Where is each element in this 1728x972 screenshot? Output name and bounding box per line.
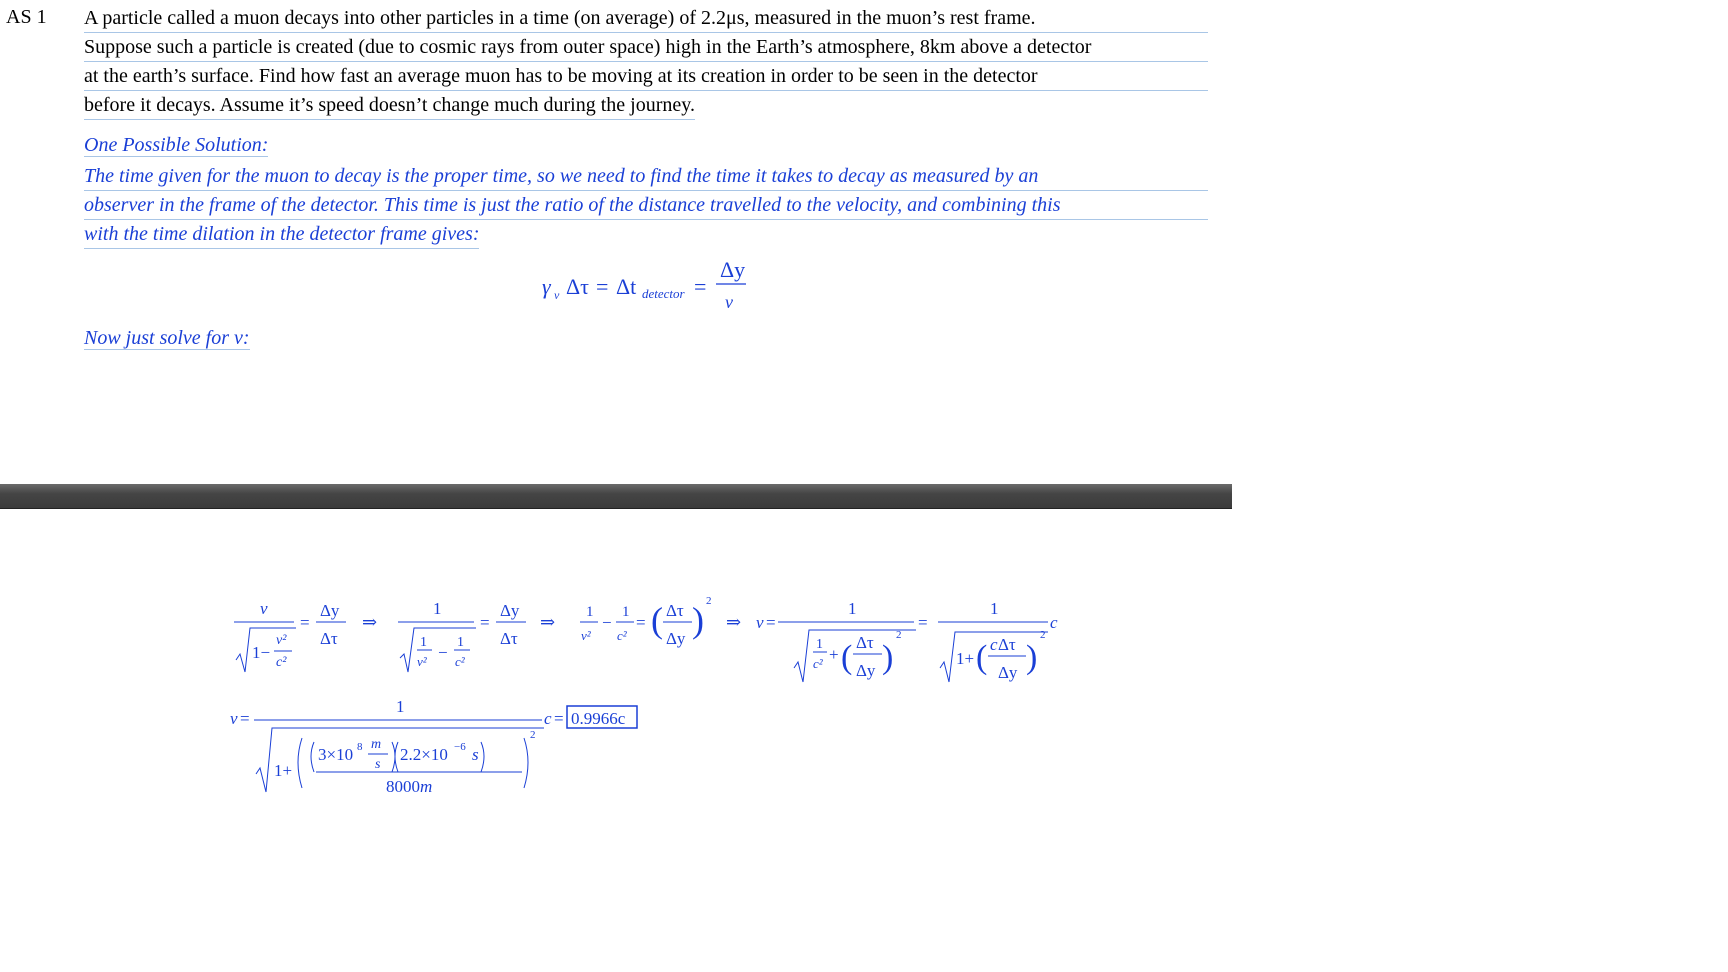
svg-text:v: v: [260, 599, 268, 618]
svg-text:1: 1: [848, 599, 857, 618]
svg-text:1: 1: [433, 599, 442, 618]
svg-text:=: =: [636, 613, 646, 632]
svg-text:⇒: ⇒: [540, 612, 556, 632]
svg-text:2: 2: [530, 729, 536, 741]
svg-text:): ): [1026, 639, 1038, 676]
svg-text:(: (: [841, 639, 853, 676]
svg-text:+: +: [829, 645, 839, 664]
problem-line: before it decays. Assume it’s speed doesn’t change much during the journey.: [84, 91, 695, 120]
svg-text:=: =: [300, 613, 310, 632]
solution-line: with the time dilation in the detector frame gives:: [84, 220, 479, 249]
svg-text:−: −: [602, 613, 612, 632]
svg-text:1: 1: [586, 604, 594, 620]
svg-text:m: m: [371, 737, 382, 752]
svg-text:Δy: Δy: [666, 629, 686, 648]
solution-line: The time given for the muon to decay is the proper time, so we need to find the time it takes to decay as measured by an: [84, 162, 1208, 191]
svg-text:1: 1: [457, 635, 464, 650]
svg-text:1: 1: [420, 635, 427, 650]
svg-text:c²: c²: [813, 656, 823, 671]
svg-text:): ): [882, 639, 894, 676]
svg-text:=: =: [766, 613, 776, 632]
svg-text:3×10: 3×10: [318, 745, 354, 764]
problem-label: AS 1: [6, 6, 47, 28]
svg-text:Δτ: Δτ: [500, 629, 518, 648]
svg-text:=: =: [240, 709, 250, 728]
svg-text:Δy: Δy: [998, 663, 1018, 682]
svg-text:=: =: [480, 613, 490, 632]
solve-instruction: Now just solve for v:: [84, 327, 250, 349]
svg-text:2.2×10: 2.2×10: [400, 745, 448, 764]
svg-text:Δτ: Δτ: [566, 274, 589, 299]
solution-line: observer in the frame of the detector. This time is just the ratio of the distance travelled to the velocity, and combining this: [84, 191, 1208, 220]
svg-text:1: 1: [622, 604, 630, 620]
svg-text:v²: v²: [276, 633, 287, 648]
problem-line: at the earth’s surface. Find how fast an average muon has to be moving at its creation in order to be seen in the detector: [84, 62, 1208, 91]
svg-text:1: 1: [990, 599, 999, 618]
svg-text:=: =: [596, 274, 609, 299]
svg-text:−6: −6: [454, 741, 466, 753]
svg-text:8000m: 8000m: [386, 777, 433, 796]
svg-text:Δτ: Δτ: [998, 635, 1016, 654]
svg-text:=: =: [554, 709, 564, 728]
svg-text:v: v: [554, 288, 560, 302]
svg-text:Δy: Δy: [720, 257, 746, 282]
section-divider-bar: [0, 484, 1232, 509]
svg-text:1−: 1−: [252, 643, 271, 662]
svg-text:(: (: [651, 600, 663, 640]
svg-text:−: −: [438, 643, 448, 662]
svg-text:2: 2: [706, 595, 712, 607]
problem-line: Suppose such a particle is created (due to cosmic rays from outer space) high in the Earth’s atmosphere, 8km above a detector: [84, 33, 1208, 62]
svg-text:c: c: [990, 635, 998, 654]
svg-text:1+: 1+: [274, 761, 293, 780]
svg-text:c: c: [544, 709, 552, 728]
svg-text:⇒: ⇒: [726, 612, 742, 632]
svg-text:Δt: Δt: [616, 274, 637, 299]
svg-text:=: =: [694, 274, 707, 299]
svg-text:1: 1: [816, 637, 823, 652]
velocity-derivation: [226, 596, 1076, 696]
svg-text:Δy: Δy: [320, 601, 340, 620]
svg-text:v: v: [725, 292, 733, 312]
svg-text:Δy: Δy: [856, 661, 876, 680]
svg-text:v: v: [756, 613, 764, 632]
time-dilation-equation: [540, 256, 760, 316]
svg-text:c²: c²: [455, 654, 465, 669]
numeric-evaluation: [226, 690, 676, 800]
svg-text:=: =: [918, 613, 928, 632]
svg-text:v: v: [230, 709, 238, 728]
svg-text:Δτ: Δτ: [666, 601, 684, 620]
svg-text:Δτ: Δτ: [856, 633, 874, 652]
svg-text:v²: v²: [581, 628, 591, 643]
problem-line: A particle called a muon decays into other particles in a time (on average) of 2.2μs, measured in the muon’s rest frame.: [84, 4, 1208, 33]
svg-text:Δy: Δy: [500, 601, 520, 620]
svg-text:⇒: ⇒: [362, 612, 378, 632]
solution-text: [84, 162, 1208, 249]
svg-text:s: s: [375, 757, 381, 772]
svg-text:1: 1: [396, 697, 405, 716]
svg-text:8: 8: [357, 741, 363, 753]
svg-text:v²: v²: [417, 654, 427, 669]
svg-text:): ): [692, 600, 704, 640]
solution-title: One Possible Solution:: [84, 134, 269, 156]
svg-text:Δτ: Δτ: [320, 629, 338, 648]
svg-text:detector: detector: [642, 286, 685, 301]
svg-text:c²: c²: [617, 628, 627, 643]
svg-text:s: s: [472, 745, 479, 764]
svg-text:c²: c²: [276, 655, 287, 670]
problem-statement: [84, 4, 1208, 120]
svg-text:c: c: [1050, 613, 1058, 632]
svg-text:2: 2: [896, 629, 902, 641]
svg-text:1+: 1+: [956, 649, 975, 668]
svg-text:2: 2: [1040, 629, 1046, 641]
gamma-symbol: γ: [542, 274, 551, 299]
final-answer: 0.9966c: [571, 709, 626, 728]
svg-text:(: (: [976, 639, 988, 676]
